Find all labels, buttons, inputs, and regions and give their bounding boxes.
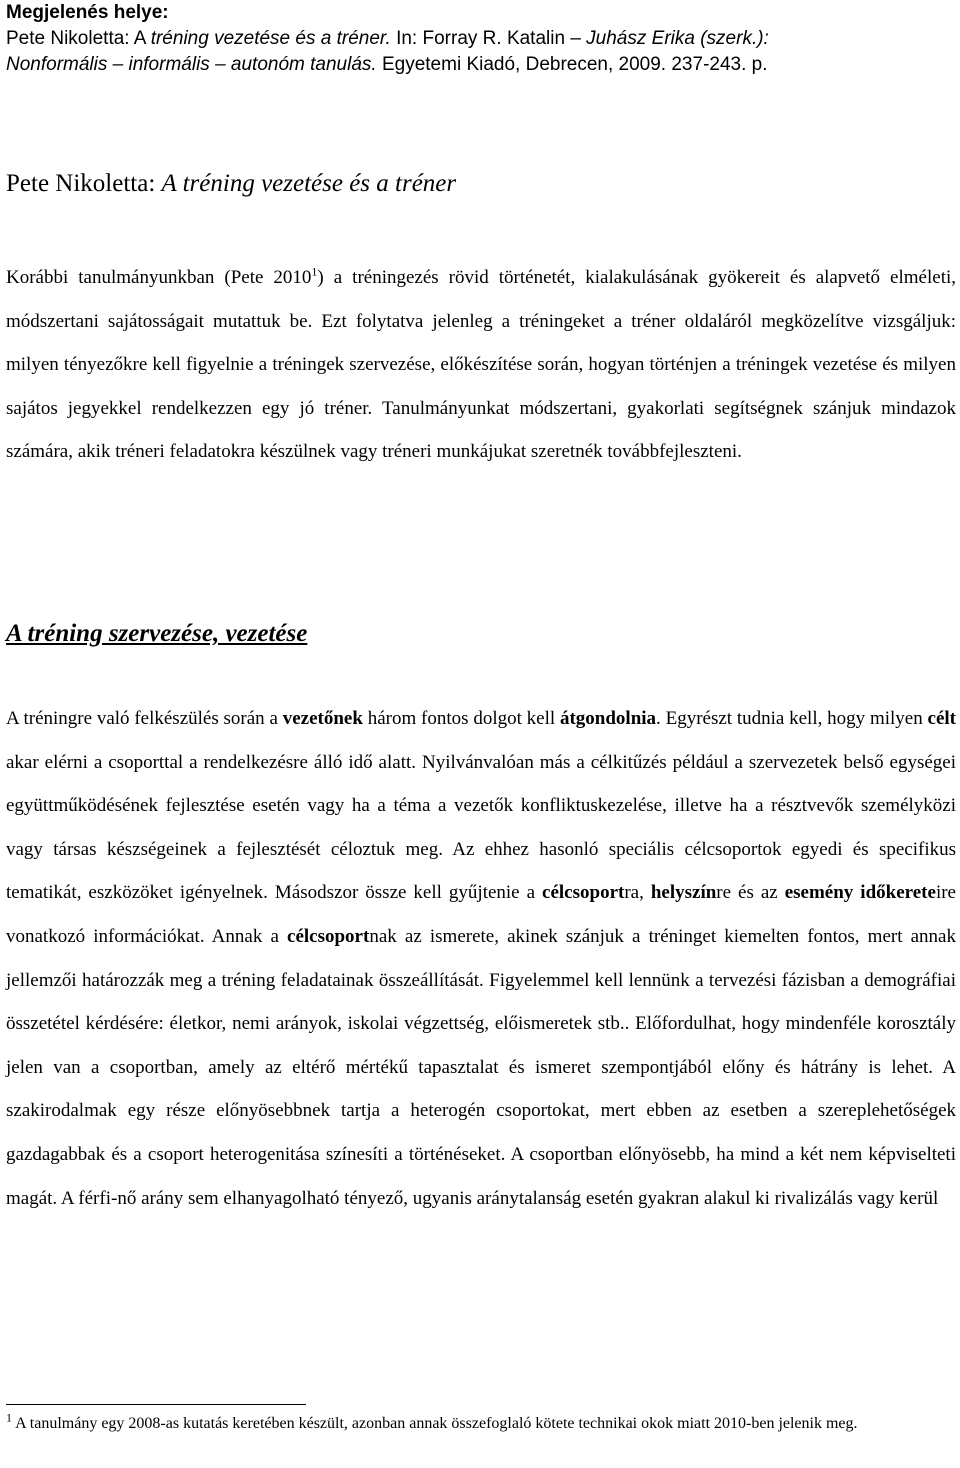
publication-label: Megjelenés helye:: [6, 2, 169, 23]
paper-title: [6, 170, 456, 198]
publication-book: Nonformális – informális – autonóm tanulás.: [6, 54, 377, 75]
title-work: A tréning vezetése és a tréner: [161, 170, 457, 197]
publication-info: [6, 0, 954, 78]
body-bold: célcsoport: [542, 882, 625, 904]
body-text: nak az ismerete, akinek szánjuk a tréninget kiemelten fontos, mert annak jellemzői határozzák meg a tréning feladatainak összeállítását. Figyelemmel kell lennünk a tervezési fázisban a demográfiai összetétel kérdésére: életkor, nemi arányok, iskolai végzettség, előismeretek stb.. Előfordulhat, hogy mindenféle korosztály jelen van a csoportban, amely az eltérő mértékű tapasztalat és ismeret szempontjából előny és hátrány is lehet. A szakirodalmak egy része előnyösebbnek tartja a heterogén csoportokat, mert ebben az esetben a szereplehetőségek gazdagabbak és a csoport heterogenitása színesíti a történéseket. A csoportban előnyösebb, ha mind a két nem képviselteti magát. A férfi-nő arány sem elhanyagolható tényező, ugyanis aránytalanság esetén gyakran alakul ki rivalizálás vagy kerül: [6, 925, 956, 1209]
body-text: akar elérni a csoporttal a rendelkezésre álló idő alatt. Nyilvánvalóan más a célkitűzés például a szervezetek belső egységei együttműködésének fejlesztése esetén vagy ha a téma a vezetők konfliktuskezelése, illetve ha a résztvevők személyközi vagy társas készségeinek a fejlesztését céloztuk meg. Az ehhez hasonló speciális célcsoportok egyedi és specifikus tematikát, eszközöket igényelnek. Másodszor össze kell gyűjtenie a: [6, 751, 956, 904]
intro-paragraph: [6, 256, 956, 474]
body-bold: átgondolnia: [559, 708, 657, 729]
body-bold: célt: [927, 708, 956, 729]
body-bold: célcsoport: [287, 925, 370, 947]
footnote: [6, 1410, 956, 1434]
body-text: A tréningre való felkészülés során a: [6, 708, 283, 729]
body-text: ire vonatkozó információkat. Annak a: [6, 882, 956, 947]
body-bold: helyszín: [650, 882, 717, 904]
body-text: re és az: [716, 882, 785, 904]
publication-editor: Juhász Erika (szerk.):: [586, 28, 769, 49]
body-text: három fontos dolgot kell: [362, 708, 560, 729]
publication-author: Pete Nikoletta: A: [6, 28, 151, 49]
footnote-ref: 1: [311, 264, 318, 279]
publication-line-2: [6, 52, 954, 78]
footnote-text: A tanulmány egy 2008-as kutatás keretében készült, azonban annak összefoglaló kötete technikai okok miatt 2010-ben jelenik meg.: [12, 1415, 858, 1432]
body-bold: esemény időkerete: [784, 882, 936, 904]
body-text: ra,: [624, 882, 651, 904]
footnote-divider: [6, 1404, 306, 1405]
title-author: Pete Nikoletta:: [6, 170, 162, 197]
section-heading: A tréning szervezése, vezetése: [6, 620, 308, 647]
publication-details: Egyetemi Kiadó, Debrecen, 2009. 237-243. p.: [376, 54, 768, 75]
body-paragraph: [6, 697, 956, 1220]
publication-in: In: Forray R. Katalin –: [390, 28, 587, 49]
publication-line-1: [6, 26, 954, 52]
intro-text-start: Korábbi tanulmányunkban (Pete 2010: [6, 267, 312, 288]
body-text: . Egyrészt tudnia kell, hogy milyen: [656, 708, 928, 729]
footnote-mark: 1: [6, 1410, 12, 1425]
publication-title: tréning vezetése és a tréner.: [150, 28, 391, 49]
intro-text-rest: ) a tréningezés rövid történetét, kialakulásának gyökereit és alapvető elméleti, módszertani sajátosságait mutattuk be. Ezt folytatva jelenleg a tréningeket a tréner oldaláról megközelítve vizsgáljuk: milyen tényezőkre kell figyelnie a tréningek szervezése, előkészítése során, hogyan történjen a tréningek vezetése és milyen sajátos jegyekkel rendelkezzen egy jó tréner. Tanulmányunkat módszertani, gyakorlati segítségnek szánjuk mindazok számára, akik tréneri feladatokra készülnek vagy tréneri munkájukat szeretnék továbbfejleszteni.: [6, 267, 956, 463]
body-bold: vezetőnek: [282, 708, 363, 729]
